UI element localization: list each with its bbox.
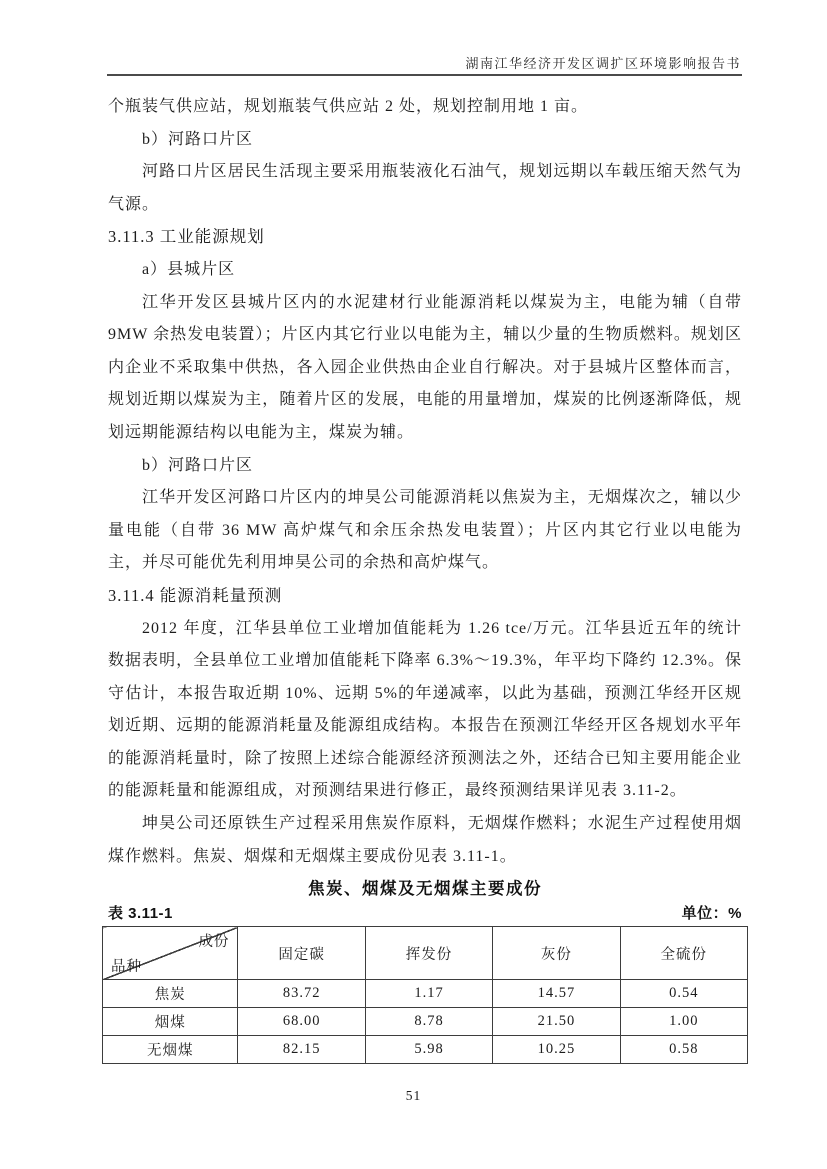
cell-value: 8.78 xyxy=(365,1008,492,1036)
paragraph-heluokou-gas: 河路口片区居民生活现主要采用瓶装液化石油气，规划远期以车载压缩天然气为气源。 xyxy=(108,163,742,213)
cell-value: 5.98 xyxy=(365,1036,492,1064)
table-row-coke xyxy=(103,980,748,1008)
row-label: 烟煤 xyxy=(103,1008,238,1036)
cell-value: 0.54 xyxy=(620,980,747,1008)
cell-value: 14.57 xyxy=(493,980,620,1008)
row-label: 焦炭 xyxy=(103,980,238,1008)
paragraph-continued: 个瓶装气供应站，规划瓶装气供应站 2 处，规划控制用地 1 亩。 xyxy=(108,98,589,115)
coal-composition-table xyxy=(102,926,748,1064)
table-corner-cell xyxy=(103,927,238,980)
paragraph-kunhao-fuel: 坤昊公司还原铁生产过程采用焦炭作原料，无烟煤作燃料；水泥生产过程使用烟煤作燃料。焦炭、烟煤和无烟煤主要成份见表 3.11-1。 xyxy=(108,815,742,865)
corner-label-variety: 品种 xyxy=(111,959,142,976)
cell-value: 10.25 xyxy=(493,1036,620,1064)
table-title: 焦炭、烟煤及无烟煤主要成份 xyxy=(308,880,542,899)
cell-value: 68.00 xyxy=(238,1008,365,1036)
cell-value: 0.58 xyxy=(620,1036,747,1064)
cell-value: 83.72 xyxy=(238,980,365,1008)
column-header-ash: 灰份 xyxy=(493,927,620,980)
cell-value: 82.15 xyxy=(238,1036,365,1064)
paragraph-energy-forecast: 2012 年度，江华县单位工业增加值能耗为 1.26 tce/万元。江华县近五年的统计数据表明，全县单位工业增加值能耗下降率 6.3%～19.3%，年平均下降约 12.3%。保守估计，本报告取近期 10%、远期 5%的年递减率，以此为基础，预测江华经开区规划近期、远期的能源消耗量及能源组成结构。本报告在预测江华经开区各规划水平年的能源消耗量时，除了按照上述综合能源经济预测法之外，还结合已知主要用能企业的能源耗量和能源组成，对预测结果进行修正，最终预测结果详见表 3.11-2。 xyxy=(108,619,742,800)
paragraph-heluokou-industry: 江华开发区河路口片区内的坤昊公司能源消耗以焦炭为主，无烟煤次之，辅以少量电能（自带 36 MW 高炉煤气和余压余热发电装置）；片区内其它行业以电能为主，并尽可能优先利用坤昊公司的余热和高炉煤气。 xyxy=(108,489,742,572)
table-header-row xyxy=(103,927,748,980)
cell-value: 1.00 xyxy=(620,1008,747,1036)
table-row-anthracite xyxy=(103,1036,748,1064)
paragraph-county-energy: 江华开发区县城片区内的水泥建材行业能源消耗以煤炭为主，电能为辅（自带 9MW 余热发电装置）；片区内其它行业以电能为主，辅以少量的生物质燃料。规划区内企业不采取集中供热，各入园企业供热由企业自行解决。对于县城片区整体而言，规划近期以煤炭为主，随着片区的发展，电能的用量增加，煤炭的比例逐渐降低，规划远期能源结构以电能为主，煤炭为辅。 xyxy=(108,293,742,441)
cell-value: 1.17 xyxy=(365,980,492,1008)
subheading-b-heluokou-1: b）河路口片区 xyxy=(142,130,254,148)
table-unit-label: 单位：% xyxy=(681,905,742,923)
subheading-b-heluokou-2: b）河路口片区 xyxy=(142,456,254,474)
column-header-volatile: 挥发份 xyxy=(365,927,492,980)
table-row-bituminous xyxy=(103,1008,748,1036)
table-meta-row xyxy=(108,904,742,924)
section-heading-3-11-3: 3.11.3 工业能源规划 xyxy=(108,227,265,247)
header-rule xyxy=(107,74,742,76)
corner-label-composition: 成份 xyxy=(198,934,230,951)
cell-value: 21.50 xyxy=(493,1008,620,1036)
page-content xyxy=(108,91,742,1064)
row-label: 无烟煤 xyxy=(103,1036,238,1064)
column-header-sulfur: 全硫份 xyxy=(620,927,747,980)
subheading-a-county: a）县城片区 xyxy=(142,260,236,278)
table-label: 表 3.11-1 xyxy=(108,905,173,923)
running-header: 湖南江华经济开发区调扩区环境影响报告书 xyxy=(465,56,741,71)
section-heading-3-11-4: 3.11.4 能源消耗量预测 xyxy=(108,585,283,605)
column-header-fixed-carbon: 固定碳 xyxy=(238,927,365,980)
page-number: 51 xyxy=(405,1088,422,1103)
